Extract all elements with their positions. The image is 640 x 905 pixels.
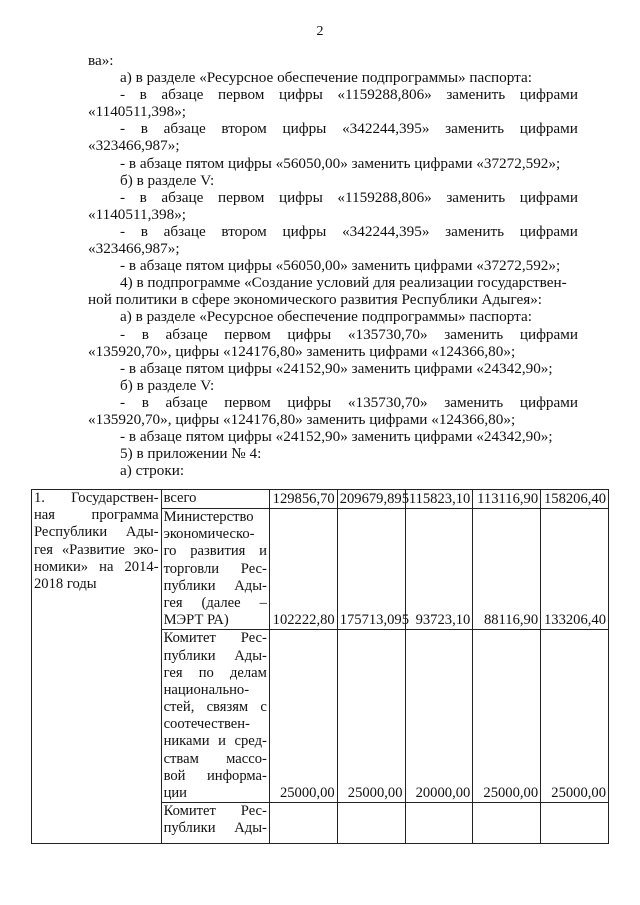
- text-line: [88, 172, 578, 189]
- value-cell: 25000,00: [337, 630, 405, 803]
- word: номики»: [34, 558, 89, 575]
- text-line-content: - в абзаце пятом цифры «24152,90» заменить цифрами «24342,90»;: [120, 428, 553, 446]
- cell-line: 2018 годы: [34, 575, 97, 592]
- value-cell: 25000,00: [473, 630, 541, 803]
- word: цифрами: [519, 222, 578, 240]
- word: цифры: [282, 120, 327, 138]
- word: цифрами: [519, 393, 578, 411]
- word: Ады-: [234, 820, 267, 837]
- text-line: [88, 189, 578, 206]
- word: цифры: [282, 222, 327, 240]
- text-line-content: - в абзаце пятом цифры «56050,00» заменить цифрами «37272,592»;: [120, 257, 561, 275]
- word: Ады-: [234, 647, 267, 664]
- value-cell: 25000,00: [269, 630, 337, 803]
- cell-line: [34, 490, 159, 507]
- word: ствам: [163, 750, 199, 767]
- document-body: [88, 52, 578, 479]
- text-line-content: «323466,987»;: [88, 240, 180, 258]
- text-line: [88, 462, 578, 479]
- executor-cell: [161, 490, 269, 509]
- cell-line: [164, 751, 267, 768]
- cell-line: национально-: [163, 681, 250, 698]
- word: вой: [163, 767, 186, 784]
- word: заменить: [446, 86, 506, 104]
- word: делам: [229, 664, 267, 681]
- word: с: [260, 699, 267, 716]
- cell-line: [164, 820, 267, 837]
- word: (далее: [201, 594, 241, 611]
- executor-cell: [161, 803, 269, 844]
- value-cell: 88116,90: [473, 509, 541, 630]
- executor-cell: [161, 630, 269, 803]
- word: публики: [163, 577, 216, 594]
- text-line-content: «1140511,398»;: [88, 103, 187, 121]
- cell-line: [164, 648, 267, 665]
- word: заменить: [446, 188, 506, 206]
- word: публики: [163, 820, 216, 837]
- text-line-content: ной политики в сфере экономического развития Республики Адыгея»:: [88, 291, 543, 309]
- word: -: [120, 393, 126, 411]
- value-cell: 133206,40: [541, 509, 609, 630]
- text-line-content: «135920,70», цифры «124176,80» заменить цифрами «124366,80»;: [88, 410, 516, 428]
- executor-cell: [161, 509, 269, 630]
- word: в: [141, 393, 149, 411]
- word: цифры: [287, 393, 332, 411]
- text-line: [88, 223, 578, 240]
- word: цифры: [278, 86, 323, 104]
- text-line: [88, 377, 578, 394]
- word: цифрами: [519, 120, 578, 138]
- cell-line: экономическо-: [163, 526, 255, 543]
- text-line-content: 4) в подпрограмме «Создание условий для реализации государствен-: [120, 274, 567, 292]
- word: сред-: [234, 733, 267, 750]
- word: гея: [34, 541, 53, 558]
- word: Ады-: [125, 524, 159, 541]
- cell-line: [164, 630, 267, 647]
- cell-line: соотечествен-: [163, 716, 250, 733]
- text-line: [88, 257, 578, 274]
- word: Республики: [34, 524, 108, 541]
- word: публики: [163, 647, 216, 664]
- cell-line: [34, 559, 159, 576]
- text-line: [88, 360, 578, 377]
- word: в: [141, 325, 149, 343]
- word: в: [140, 222, 148, 240]
- cell-line: всего: [163, 490, 197, 506]
- page-number: 2: [316, 24, 324, 39]
- cell-line: [164, 665, 267, 682]
- word: -: [120, 325, 126, 343]
- value-cell: [269, 803, 337, 844]
- text-line-content: [120, 86, 578, 103]
- value-cell: 20000,00: [405, 630, 473, 803]
- word: и: [259, 543, 267, 560]
- value-cell: 175713,095: [337, 509, 405, 630]
- word: и: [218, 733, 226, 750]
- text-line-content: б) в разделе V:: [120, 376, 215, 394]
- text-line: [88, 326, 578, 343]
- word: -: [120, 120, 126, 138]
- word: «1159288,806»: [337, 86, 432, 104]
- word: массо-: [226, 750, 267, 767]
- cell-line: [164, 733, 267, 750]
- word: Рес-: [240, 630, 267, 647]
- word: Ады-: [234, 577, 267, 594]
- text-line: [88, 394, 578, 411]
- text-line-content: [120, 394, 578, 411]
- word: абзаце: [165, 393, 208, 411]
- text-line-content: а) строки:: [120, 462, 185, 480]
- word: Комитет: [163, 803, 216, 820]
- text-line: [88, 308, 578, 325]
- value-cell: 115823,10: [405, 490, 473, 509]
- cell-line: [34, 542, 159, 559]
- word: цифрами: [519, 325, 578, 343]
- text-line-content: а) в разделе «Ресурсное обеспечение подпрограммы» паспорта:: [120, 69, 532, 87]
- word: втором: [221, 222, 267, 240]
- cell-line: МЭРТ РА): [163, 612, 229, 629]
- cell-line: [34, 524, 159, 541]
- word: заменить: [444, 325, 504, 343]
- word: втором: [221, 120, 267, 138]
- word: «135730,70»: [347, 393, 428, 411]
- text-line: [88, 291, 578, 308]
- text-line: [88, 155, 578, 172]
- cell-line: [164, 595, 267, 612]
- text-line-content: а) в разделе «Ресурсное обеспечение подпрограммы» паспорта:: [120, 308, 532, 326]
- value-cell: 129856,70: [269, 490, 337, 509]
- value-cell: [405, 803, 473, 844]
- program-name-cell: [32, 490, 162, 844]
- word: заменить: [445, 120, 505, 138]
- value-cell: [541, 803, 609, 844]
- table-row: [32, 490, 609, 509]
- word: ная: [34, 507, 55, 524]
- word: цифрами: [519, 86, 578, 104]
- word: «135730,70»: [347, 325, 428, 343]
- word: первом: [217, 188, 265, 206]
- word: заменить: [444, 393, 504, 411]
- word: в: [139, 86, 147, 104]
- cell-line: ции: [163, 785, 187, 801]
- text-line: [88, 86, 578, 103]
- word: программа: [91, 507, 159, 524]
- appendix-table: [31, 489, 609, 844]
- value-cell: 209679,895: [337, 490, 405, 509]
- word: в: [140, 120, 148, 138]
- word: заменить: [445, 222, 505, 240]
- text-line: [88, 411, 578, 428]
- cell-line: [164, 803, 267, 820]
- cell-line: Министерство: [163, 509, 254, 525]
- word: «Развитие: [61, 541, 125, 558]
- word: первом: [224, 393, 271, 411]
- word: первом: [217, 86, 265, 104]
- word: «342244,395»: [342, 222, 430, 240]
- word: по: [198, 664, 214, 681]
- text-line: [88, 445, 578, 462]
- word: связям: [206, 699, 249, 716]
- word: гея: [163, 594, 183, 611]
- word: в: [139, 188, 147, 206]
- word: Рес-: [240, 560, 267, 577]
- value-cell: 25000,00: [541, 630, 609, 803]
- word: 1.: [34, 490, 45, 506]
- word: цифрами: [519, 188, 578, 206]
- word: цифры: [287, 325, 332, 343]
- text-line: [88, 343, 578, 360]
- word: развития: [190, 543, 246, 560]
- text-line-content: «1140511,398»;: [88, 205, 187, 223]
- word: стей,: [163, 699, 195, 716]
- word: первом: [224, 325, 271, 343]
- word: информа-: [206, 767, 267, 784]
- value-cell: 102222,80: [269, 509, 337, 630]
- text-line: [88, 69, 578, 86]
- word: эко-: [133, 541, 159, 558]
- word: на: [99, 558, 114, 575]
- value-cell: 158206,40: [541, 490, 609, 509]
- word: торговли: [163, 560, 220, 577]
- word: абзаце: [163, 120, 206, 138]
- word: Государствен-: [71, 490, 159, 506]
- text-line-content: б) в разделе V:: [120, 171, 215, 189]
- word: цифры: [278, 188, 323, 206]
- word: абзаце: [165, 325, 208, 343]
- text-line-content: [120, 120, 578, 137]
- word: –: [259, 594, 267, 611]
- text-line-content: 5) в приложении № 4:: [120, 445, 262, 463]
- value-cell: 93723,10: [405, 509, 473, 630]
- word: никами: [163, 733, 210, 750]
- word: «342244,395»: [342, 120, 430, 138]
- word: го: [163, 543, 177, 560]
- text-line: [88, 206, 578, 223]
- text-line-content: - в абзаце пятом цифры «24152,90» заменить цифрами «24342,90»;: [120, 359, 553, 377]
- text-line-content: «323466,987»;: [88, 137, 180, 155]
- text-line: [88, 120, 578, 137]
- text-line: [88, 52, 578, 69]
- word: 2014-: [124, 558, 159, 575]
- text-line-content: [120, 189, 578, 206]
- word: абзаце: [163, 222, 206, 240]
- text-line: [88, 103, 578, 120]
- cell-line: [164, 699, 267, 716]
- text-line-content: [120, 326, 578, 343]
- word: абзаце: [161, 188, 204, 206]
- value-cell: 113116,90: [473, 490, 541, 509]
- cell-line: [164, 578, 267, 595]
- value-cell: [337, 803, 405, 844]
- text-line-content: ва»:: [88, 52, 114, 69]
- cell-line: [164, 768, 267, 785]
- value-cell: [473, 803, 541, 844]
- word: «1159288,806»: [337, 188, 432, 206]
- cell-line: [164, 543, 267, 560]
- word: -: [120, 188, 126, 206]
- word: Комитет: [163, 630, 216, 647]
- cell-line: [164, 561, 267, 578]
- word: гея: [163, 664, 183, 681]
- word: абзаце: [161, 86, 204, 104]
- text-line-content: «135920,70», цифры «124176,80» заменить цифрами «124366,80»;: [88, 342, 516, 360]
- text-line-content: [120, 223, 578, 240]
- text-line: [88, 428, 578, 445]
- text-line: [88, 240, 578, 257]
- word: -: [120, 222, 126, 240]
- text-line: [88, 137, 578, 154]
- text-line: [88, 274, 578, 291]
- cell-line: [34, 507, 159, 524]
- word: Рес-: [240, 803, 267, 820]
- text-line-content: - в абзаце пятом цифры «56050,00» заменить цифрами «37272,592»;: [120, 154, 561, 172]
- word: -: [120, 86, 126, 104]
